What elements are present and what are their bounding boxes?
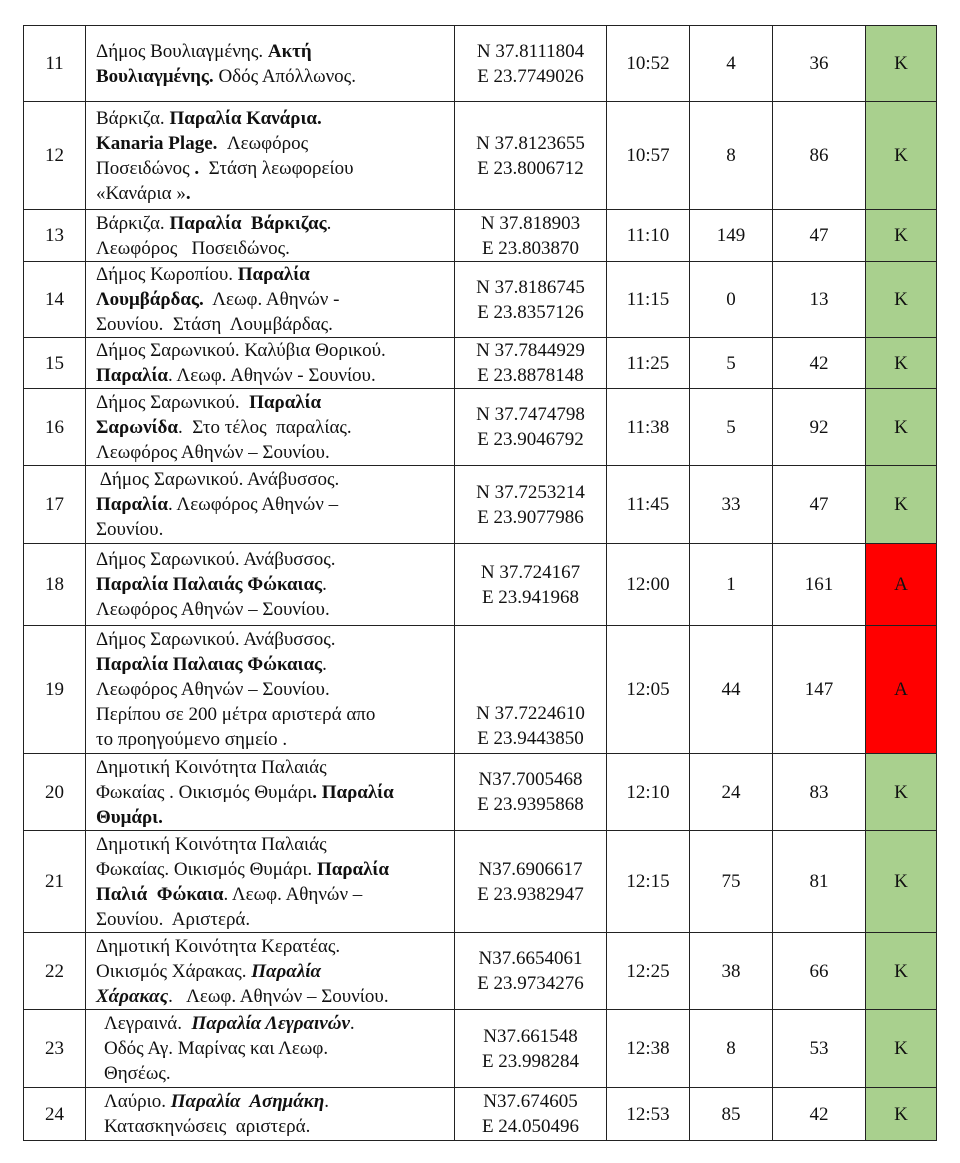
quality-letter: A: [894, 679, 908, 700]
latitude: N37.6906617: [478, 858, 583, 880]
beach-name-text: .: [185, 182, 191, 204]
measurement-value-2: 161: [773, 544, 866, 626]
quality-letter: K: [894, 1038, 908, 1059]
row-number: 17: [24, 466, 86, 544]
location-description: [86, 262, 455, 338]
quality-grade: [866, 102, 937, 210]
latitude: N37.6654061: [478, 948, 583, 969]
row-number: 22: [24, 933, 86, 1010]
beach-name-text: Λουμβάρδας.: [96, 289, 204, 310]
table-row: [24, 102, 937, 210]
description-text: . Λεωφ. Αθηνών - Σουνίου.: [167, 365, 376, 386]
description-line: [96, 363, 450, 388]
sample-time: 12:15: [607, 831, 690, 933]
description-text: Σουνίου. Αριστερά.: [96, 908, 251, 930]
quality-letter: K: [894, 145, 908, 166]
row-number: 18: [24, 544, 86, 626]
description-line: [96, 572, 450, 597]
sample-time: 12:05: [607, 626, 690, 754]
table-row: [24, 544, 937, 626]
table-row: [24, 389, 937, 466]
description-text: Δήμος Κωροπίου.: [96, 264, 238, 285]
description-text: . Λεωφ. Αθηνών – Σουνίου.: [168, 985, 389, 1007]
beach-sampling-table: [23, 25, 937, 1141]
location-description: [86, 626, 455, 754]
description-line: [96, 338, 450, 363]
table-row: [24, 466, 937, 544]
description-line: [96, 156, 450, 181]
location-description: [86, 754, 455, 831]
quality-letter: K: [894, 871, 908, 892]
description-line: [96, 415, 450, 440]
sample-time: 12:38: [607, 1010, 690, 1088]
location-description: [86, 210, 455, 262]
table-row: [24, 210, 937, 262]
beach-name-text: Παλιά Φώκαια: [96, 883, 224, 905]
description-text: Οδός Αγ. Μαρίνας και Λεωφ.: [104, 1038, 329, 1059]
description-line: [96, 517, 450, 542]
measurement-value-2: 86: [773, 102, 866, 210]
description-line: [96, 236, 450, 261]
measurement-value-2: 53: [773, 1010, 866, 1088]
beach-name-text: Παραλία: [316, 858, 389, 880]
description-text: Λεγραινά.: [104, 1013, 192, 1034]
measurement-value-1: 75: [690, 831, 773, 933]
description-line: [96, 727, 450, 752]
table-row: [24, 338, 937, 389]
measurement-value-2: 13: [773, 262, 866, 338]
row-number: 19: [24, 626, 86, 754]
description-line: [96, 597, 450, 622]
description-line: [96, 211, 450, 236]
coordinates-cell: [455, 626, 607, 754]
description-line: [96, 39, 450, 64]
longitude: E 23.7749026: [477, 65, 584, 87]
description-text: Φωκαίας. Οικισμός Θυμάρι.: [96, 858, 317, 880]
beach-name-text: Θυμάρι.: [96, 806, 163, 828]
table-row: [24, 626, 937, 754]
latitude: N 37.7474798: [476, 404, 585, 425]
coordinates-cell: [455, 1088, 607, 1141]
description-line: [96, 262, 450, 287]
description-line: [96, 492, 450, 517]
beach-name-text: Παραλία Παλαιας Φώκαιας: [96, 654, 323, 675]
description-text: Δήμος Σαρωνικού. Ανάβυσσος.: [96, 469, 340, 490]
beach-name-text: Παραλία: [249, 391, 322, 413]
location-description: [86, 544, 455, 626]
description-text: . Στο τέλος παραλίας.: [177, 416, 352, 438]
description-text: Βάρκιζα.: [96, 107, 170, 129]
longitude: E 23.9395868: [477, 794, 584, 815]
measurement-value-2: 81: [773, 831, 866, 933]
measurement-value-1: 8: [690, 1010, 773, 1088]
table-row: [24, 754, 937, 831]
beach-name-text: Παραλία: [96, 494, 168, 515]
location-description: [86, 466, 455, 544]
measurement-value-2: 147: [773, 626, 866, 754]
quality-letter: K: [894, 960, 908, 982]
beach-name-text: Παραλία: [251, 960, 322, 982]
description-text: Δήμος Σαρωνικού. Καλύβια Θορικού.: [96, 340, 386, 361]
description-line: [96, 390, 450, 415]
beach-name-text: Χάρακας: [96, 985, 169, 1007]
description-text: Περίπου σε 200 μέτρα αριστερά απο: [96, 704, 376, 725]
description-text: .: [322, 574, 327, 595]
description-text: Λεωφόρος Αθηνών – Σουνίου.: [96, 679, 330, 700]
description-line: [96, 652, 450, 677]
location-description: [86, 831, 455, 933]
row-number: 24: [24, 1088, 86, 1141]
sample-time: 12:25: [607, 933, 690, 1010]
coordinates-cell: [455, 544, 607, 626]
description-line: [96, 1114, 450, 1139]
beach-name-text: Παραλία: [237, 264, 310, 285]
description-text: .: [322, 654, 327, 675]
row-number: 11: [24, 26, 86, 102]
description-line: [96, 882, 450, 907]
description-line: [96, 131, 450, 156]
quality-letter: K: [894, 352, 908, 374]
description-line: [96, 857, 450, 882]
measurement-value-2: 36: [773, 26, 866, 102]
location-description: [86, 389, 455, 466]
table-row: [24, 933, 937, 1010]
beach-name-text: . Παραλία: [312, 781, 394, 803]
longitude: E 23.8357126: [477, 301, 584, 323]
latitude: N 37.818903: [480, 212, 581, 234]
quality-letter: K: [894, 225, 908, 246]
measurement-value-1: 33: [690, 466, 773, 544]
measurement-value-1: 85: [690, 1088, 773, 1141]
measurement-value-1: 24: [690, 754, 773, 831]
quality-grade: [866, 26, 937, 102]
measurement-value-2: 66: [773, 933, 866, 1010]
description-text: Στάση λεωφορείου: [199, 157, 354, 179]
description-line: [96, 934, 450, 959]
quality-letter: K: [894, 53, 908, 74]
location-description: [86, 1010, 455, 1088]
latitude: N 37.7224610: [476, 703, 585, 724]
quality-grade: [866, 1010, 937, 1088]
coordinates-cell: [455, 262, 607, 338]
measurement-value-1: 5: [690, 389, 773, 466]
measurement-value-2: 42: [773, 338, 866, 389]
quality-grade: [866, 338, 937, 389]
latitude: N 37.7844929: [476, 340, 585, 361]
measurement-value-2: 47: [773, 466, 866, 544]
description-text: Σουνίου.: [96, 519, 164, 540]
description-text: Ποσειδώνος: [96, 157, 195, 179]
description-text: Δήμος Σαρωνικού.: [96, 391, 250, 413]
description-text: Λεωφόρος: [217, 132, 309, 154]
latitude: N37.661548: [483, 1025, 578, 1047]
quality-letter: K: [894, 289, 908, 310]
description-text: Δημοτική Κοινότητα Κερατέας.: [96, 935, 341, 957]
description-text: Δήμος Βουλιαγμένης.: [96, 40, 268, 62]
description-line: [96, 627, 450, 652]
table-row: [24, 1088, 937, 1141]
description-line: [96, 181, 450, 206]
latitude: N 37.8111804: [476, 40, 585, 62]
measurement-value-1: 5: [690, 338, 773, 389]
beach-name-text: Παραλία Βάρκιζας: [169, 212, 327, 234]
coordinates-cell: [455, 754, 607, 831]
description-line: [96, 467, 450, 492]
sample-time: 12:10: [607, 754, 690, 831]
sample-time: 11:25: [607, 338, 690, 389]
table-row: [24, 831, 937, 933]
description-line: [96, 1036, 450, 1061]
description-text: Λαύριο.: [104, 1091, 171, 1112]
sample-time: 11:10: [607, 210, 690, 262]
latitude: N 37.8186745: [476, 276, 585, 298]
sample-time: 11:38: [607, 389, 690, 466]
table-row: [24, 262, 937, 338]
quality-grade: [866, 754, 937, 831]
description-text: Δημοτική Κοινότητα Παλαιάς: [96, 756, 327, 778]
quality-grade: [866, 210, 937, 262]
longitude: E 23.9382947: [477, 883, 584, 905]
row-number: 16: [24, 389, 86, 466]
quality-letter: K: [894, 494, 908, 515]
coordinates-cell: [455, 26, 607, 102]
description-line: [96, 780, 450, 805]
quality-grade: [866, 262, 937, 338]
latitude: N 37.8123655: [476, 132, 585, 154]
beach-name-text: .: [194, 157, 200, 179]
quality-grade: [866, 544, 937, 626]
description-text: Λεωφόρος Ποσειδώνος.: [96, 237, 290, 259]
table-body: [24, 26, 937, 1141]
coordinates-cell: [455, 102, 607, 210]
location-description: [86, 338, 455, 389]
description-text: .: [324, 1091, 330, 1112]
location-description: [86, 102, 455, 210]
measurement-value-1: 38: [690, 933, 773, 1010]
location-description: [86, 933, 455, 1010]
description-text: Δημοτική Κοινότητα Παλαιάς: [96, 833, 327, 855]
description-text: . Λεωφ. Αθηνών –: [223, 883, 363, 905]
coordinates-cell: [455, 831, 607, 933]
beach-name-text: Βουλιαγμένης.: [96, 65, 214, 87]
location-description: [86, 1088, 455, 1141]
description-line: [96, 832, 450, 857]
description-line: [96, 907, 450, 932]
longitude: E 23.9077986: [477, 506, 584, 528]
description-line: [96, 440, 450, 465]
beach-name-text: Kanaria Plage.: [96, 132, 218, 154]
row-number: 14: [24, 262, 86, 338]
longitude: E 23.803870: [481, 237, 580, 259]
beach-name-text: Παραλία Παλαιάς Φώκαιας: [96, 574, 323, 595]
description-text: . Λεωφόρος Αθηνών –: [167, 494, 339, 515]
description-text: .: [326, 212, 332, 234]
row-number: 12: [24, 102, 86, 210]
description-text: Οικισμός Χάρακας.: [96, 960, 252, 982]
sample-time: 12:53: [607, 1088, 690, 1141]
quality-letter: K: [894, 416, 908, 438]
longitude: E 23.8006712: [477, 157, 584, 179]
longitude: E 24.050496: [481, 1116, 580, 1137]
coordinates-cell: [455, 389, 607, 466]
description-line: [96, 984, 450, 1009]
latitude: N 37.7253214: [476, 481, 585, 503]
description-line: [96, 312, 450, 337]
description-text: Λεωφ. Αθηνών -: [203, 289, 340, 310]
quality-grade: [866, 466, 937, 544]
beach-name-text: Ακτή: [267, 40, 312, 62]
measurement-value-2: 47: [773, 210, 866, 262]
beach-name-text: Παραλία Κανάρια.: [169, 107, 322, 129]
measurement-value-1: 0: [690, 262, 773, 338]
description-text: Φωκαίας . Οικισμός Θυμάρι: [96, 781, 313, 803]
description-text: Δήμος Σαρωνικού. Ανάβυσσος.: [96, 549, 336, 570]
quality-grade: [866, 831, 937, 933]
measurement-value-1: 8: [690, 102, 773, 210]
longitude: E 23.8878148: [477, 365, 584, 386]
coordinates-cell: [455, 466, 607, 544]
quality-grade: [866, 933, 937, 1010]
description-text: Οδός Απόλλωνος.: [213, 65, 356, 87]
quality-letter: A: [894, 574, 908, 595]
description-line: [96, 959, 450, 984]
quality-letter: K: [894, 1103, 908, 1125]
coordinates-cell: [455, 1010, 607, 1088]
description-text: Βάρκιζα.: [96, 212, 170, 234]
row-number: 21: [24, 831, 86, 933]
description-text: «Κανάρια »: [96, 182, 186, 204]
sample-time: 11:45: [607, 466, 690, 544]
description-line: [96, 1011, 450, 1036]
row-number: 23: [24, 1010, 86, 1088]
quality-grade: [866, 389, 937, 466]
sample-time: 10:57: [607, 102, 690, 210]
latitude: N 37.724167: [480, 561, 581, 583]
measurement-value-2: 83: [773, 754, 866, 831]
description-text: Κατασκηνώσεις αριστερά.: [104, 1116, 311, 1137]
sample-time: 12:00: [607, 544, 690, 626]
description-line: [96, 1089, 450, 1114]
description-text: το προηγούμενο σημείο .: [96, 729, 288, 750]
description-text: Λεωφόρος Αθηνών – Σουνίου.: [96, 599, 330, 620]
longitude: E 23.9734276: [477, 973, 584, 994]
measurement-value-2: 42: [773, 1088, 866, 1141]
row-number: 20: [24, 754, 86, 831]
measurement-value-1: 4: [690, 26, 773, 102]
description-line: [96, 64, 450, 89]
description-line: [96, 677, 450, 702]
row-number: 13: [24, 210, 86, 262]
measurement-value-2: 92: [773, 389, 866, 466]
coordinates-cell: [455, 933, 607, 1010]
description-text: .: [349, 1013, 355, 1034]
description-text: Λεωφόρος Αθηνών – Σουνίου.: [96, 441, 330, 463]
table-row: [24, 1010, 937, 1088]
beach-name-text: Παραλία Ασημάκη: [170, 1091, 325, 1112]
description-line: [96, 805, 450, 830]
description-line: [96, 106, 450, 131]
beach-name-text: Σαρωνίδα: [96, 416, 178, 438]
beach-name-text: Παραλία: [96, 365, 168, 386]
measurement-value-1: 149: [690, 210, 773, 262]
description-line: [96, 702, 450, 727]
location-description: [86, 26, 455, 102]
description-line: [96, 547, 450, 572]
longitude: E 23.9443850: [477, 728, 584, 749]
beach-name-text: Παραλία Λεγραινών: [191, 1013, 350, 1034]
table-row: [24, 26, 937, 102]
longitude: E 23.9046792: [477, 429, 584, 450]
longitude: E 23.998284: [481, 1050, 580, 1072]
row-number: 15: [24, 338, 86, 389]
sample-time: 11:15: [607, 262, 690, 338]
longitude: E 23.941968: [481, 586, 580, 608]
quality-grade: [866, 626, 937, 754]
latitude: N37.7005468: [478, 769, 583, 790]
coordinates-cell: [455, 338, 607, 389]
latitude: N37.674605: [483, 1091, 578, 1112]
coordinates-cell: [455, 210, 607, 262]
description-text: Θησέως.: [104, 1063, 171, 1084]
description-text: Δήμος Σαρωνικού. Ανάβυσσος.: [96, 629, 336, 650]
sample-time: 10:52: [607, 26, 690, 102]
measurement-value-1: 1: [690, 544, 773, 626]
quality-grade: [866, 1088, 937, 1141]
description-line: [96, 755, 450, 780]
measurement-value-1: 44: [690, 626, 773, 754]
quality-letter: K: [894, 781, 908, 803]
description-text: Σουνίου. Στάση Λουμβάρδας.: [96, 314, 333, 335]
description-line: [96, 1061, 450, 1086]
description-line: [96, 287, 450, 312]
